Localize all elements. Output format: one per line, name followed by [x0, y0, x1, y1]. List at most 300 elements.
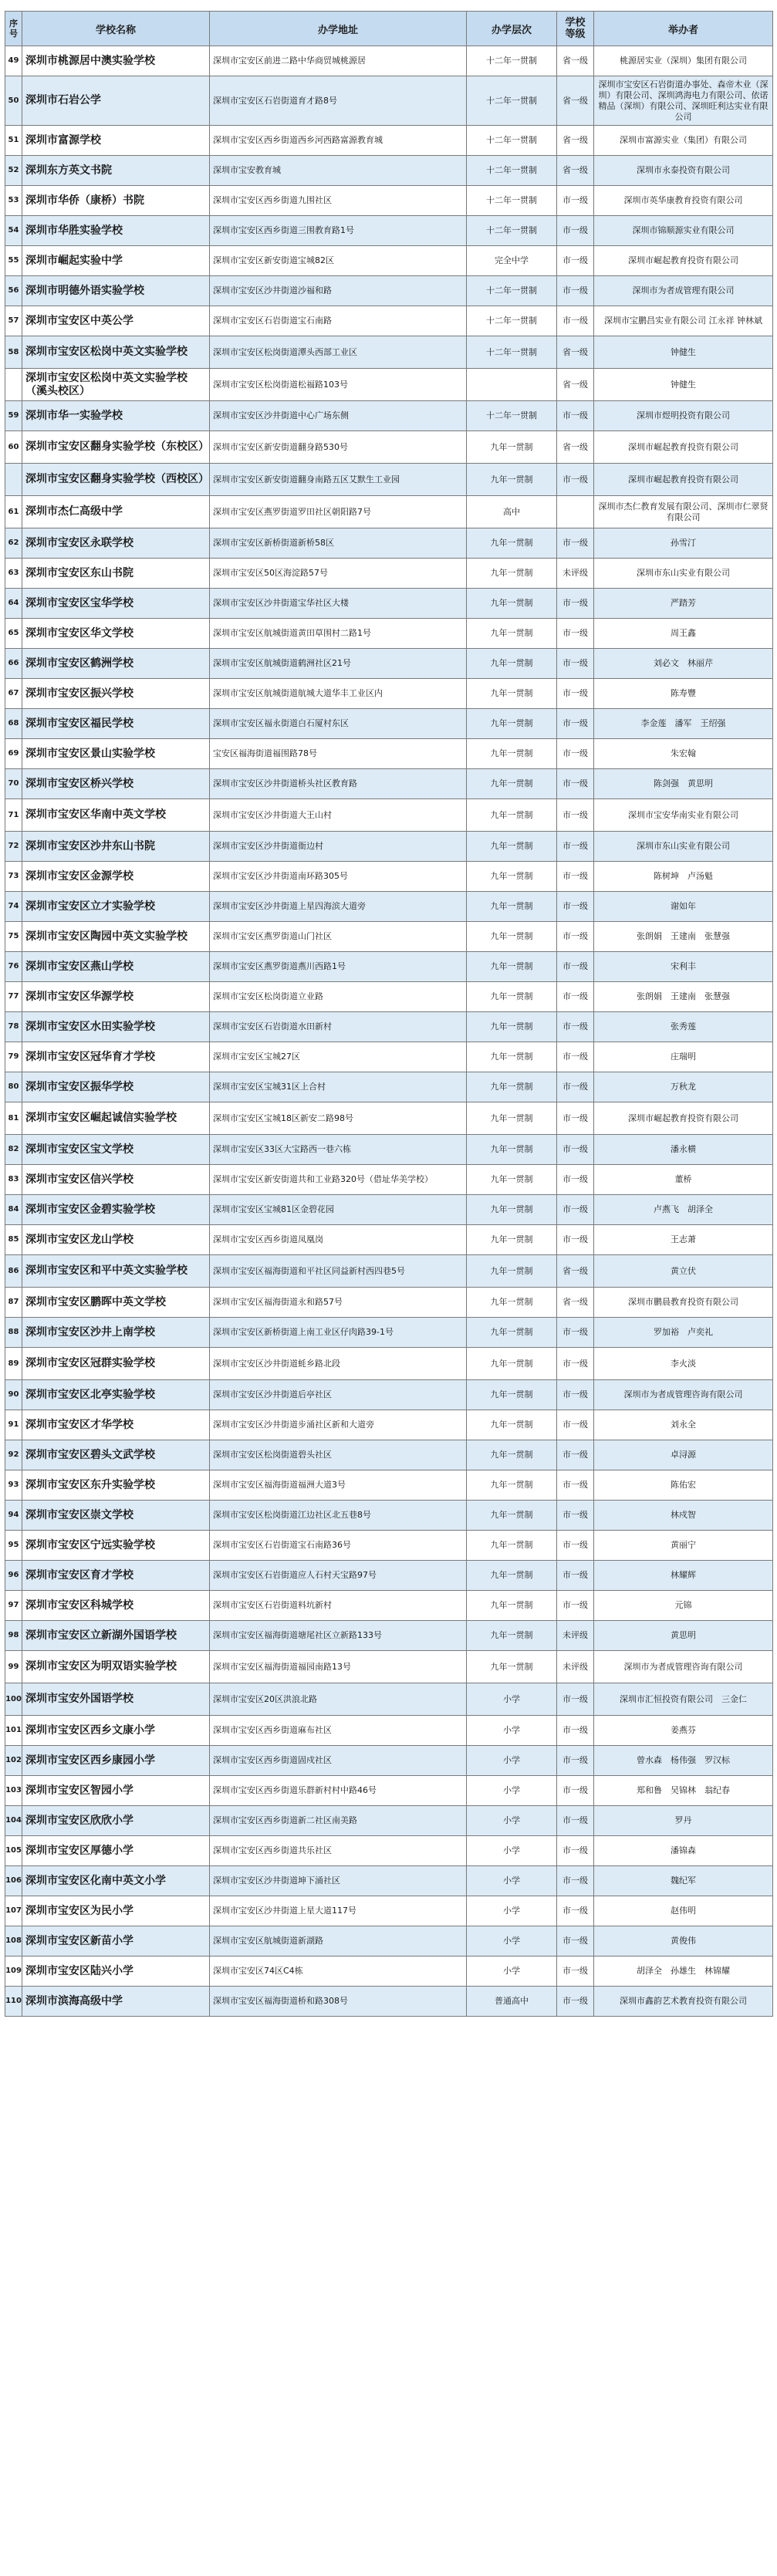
table-row [5, 1591, 773, 1621]
row-number: 104 [5, 1806, 22, 1836]
school-organizer: 姜燕芬 [594, 1716, 773, 1746]
table-row [5, 679, 773, 709]
school-name: 深圳市石岩公学 [22, 76, 210, 126]
table-row [5, 1288, 773, 1318]
school-address: 深圳市宝安区沙井街道上星大道117号 [210, 1896, 467, 1926]
header-row [5, 12, 773, 46]
school-grade: 市一级 [557, 246, 594, 276]
table-row [5, 1926, 773, 1956]
school-level: 十二年一贯制 [467, 186, 557, 216]
table-row [5, 1683, 773, 1716]
row-number: 98 [5, 1621, 22, 1651]
school-name: 深圳市宝安区宝文学校 [22, 1135, 210, 1165]
school-level: 九年一贯制 [467, 679, 557, 709]
row-number: 69 [5, 739, 22, 769]
table-row [5, 1866, 773, 1896]
school-organizer: 深圳市崛起教育投资有限公司 [594, 464, 773, 496]
school-organizer: 深圳市宝鹏昌实业有限公司 江永祥 钟林斌 [594, 306, 773, 336]
school-organizer: 卢燕飞 胡泽全 [594, 1195, 773, 1225]
school-grade: 市一级 [557, 306, 594, 336]
table-row [5, 496, 773, 528]
school-level: 小学 [467, 1896, 557, 1926]
school-organizer: 深圳市为者成管理有限公司 [594, 276, 773, 306]
school-grade: 市一级 [557, 739, 594, 769]
table-row [5, 1165, 773, 1195]
school-address: 深圳市宝安区航城街道鹤洲社区21号 [210, 649, 467, 679]
school-level: 九年一贯制 [467, 1651, 557, 1683]
table-row [5, 336, 773, 369]
school-address: 深圳市宝安区沙井街道步涌社区新和大道旁 [210, 1410, 467, 1440]
school-level: 九年一贯制 [467, 649, 557, 679]
school-organizer: 宋利丰 [594, 952, 773, 982]
table-row [5, 216, 773, 246]
school-grade: 市一级 [557, 401, 594, 431]
row-number: 87 [5, 1288, 22, 1318]
school-organizer: 潘永横 [594, 1135, 773, 1165]
school-address: 深圳市宝安区福海街道塘尾社区立新路133号 [210, 1621, 467, 1651]
school-organizer: 陈树坤 卢汤魁 [594, 862, 773, 892]
table-row [5, 1042, 773, 1072]
school-address: 深圳市宝安区新桥街道新桥58区 [210, 528, 467, 559]
school-organizer: 深圳市崛起教育投资有限公司 [594, 431, 773, 464]
school-level: 九年一贯制 [467, 1012, 557, 1042]
school-level: 九年一贯制 [467, 619, 557, 649]
school-level: 九年一贯制 [467, 1195, 557, 1225]
row-number [5, 464, 22, 496]
school-organizer: 黄俊伟 [594, 1926, 773, 1956]
table-row [5, 649, 773, 679]
table-row [5, 464, 773, 496]
school-organizer: 黄思明 [594, 1621, 773, 1651]
school-organizer: 罗加裕 卢奕礼 [594, 1318, 773, 1348]
table-row [5, 1716, 773, 1746]
school-address: 深圳市宝安区松岗街道江边社区北五巷8号 [210, 1501, 467, 1531]
school-organizer: 元锦 [594, 1591, 773, 1621]
school-level: 小学 [467, 1683, 557, 1716]
school-name: 深圳市宝安区永联学校 [22, 528, 210, 559]
school-grade: 省一级 [557, 1255, 594, 1288]
school-grade: 省一级 [557, 336, 594, 369]
school-level: 小学 [467, 1806, 557, 1836]
school-grade: 市一级 [557, 922, 594, 952]
school-name: 深圳市宝安区燕山学校 [22, 952, 210, 982]
school-organizer: 林戍智 [594, 1501, 773, 1531]
school-organizer: 朱宏翰 [594, 739, 773, 769]
school-name: 深圳市宝安区华南中英文学校 [22, 799, 210, 832]
school-name: 深圳市宝安区华文学校 [22, 619, 210, 649]
header-name: 学校名称 [22, 12, 210, 46]
row-number: 110 [5, 1987, 22, 2017]
table-row [5, 892, 773, 922]
school-grade: 省一级 [557, 76, 594, 126]
row-number: 59 [5, 401, 22, 431]
school-grade: 未评级 [557, 1651, 594, 1683]
school-name: 深圳市宝安区宝华学校 [22, 589, 210, 619]
school-grade: 市一级 [557, 1410, 594, 1440]
school-grade: 省一级 [557, 126, 594, 156]
row-number: 91 [5, 1410, 22, 1440]
table-row [5, 46, 773, 76]
school-grade: 市一级 [557, 1836, 594, 1866]
school-name: 深圳市宝安区育才学校 [22, 1561, 210, 1591]
school-address: 深圳市宝安区沙井街道中心广场东侧 [210, 401, 467, 431]
school-grade: 市一级 [557, 186, 594, 216]
school-level: 九年一贯制 [467, 1410, 557, 1440]
school-organizer: 董桥 [594, 1165, 773, 1195]
school-organizer: 庄瑞明 [594, 1042, 773, 1072]
school-address: 深圳市宝安区航城街道新湖路 [210, 1926, 467, 1956]
school-organizer: 深圳市为者成管理咨询有限公司 [594, 1380, 773, 1410]
school-level: 九年一贯制 [467, 1318, 557, 1348]
school-name: 深圳市宝安区新苗小学 [22, 1926, 210, 1956]
school-address: 深圳市宝安区松岗街道碧头社区 [210, 1440, 467, 1470]
table-row [5, 1195, 773, 1225]
school-level: 九年一贯制 [467, 589, 557, 619]
row-number: 84 [5, 1195, 22, 1225]
table-row [5, 369, 773, 401]
row-number: 56 [5, 276, 22, 306]
row-number: 96 [5, 1561, 22, 1591]
school-level: 九年一贯制 [467, 1380, 557, 1410]
school-level: 普通高中 [467, 1987, 557, 2017]
school-name: 深圳市宝安区立才实验学校 [22, 892, 210, 922]
table-row [5, 769, 773, 799]
school-address: 深圳市宝安教育城 [210, 156, 467, 186]
school-level: 九年一贯制 [467, 1072, 557, 1102]
school-level: 九年一贯制 [467, 1440, 557, 1470]
school-grade: 市一级 [557, 528, 594, 559]
school-address: 深圳市宝安区燕罗街道燕川西路1号 [210, 952, 467, 982]
school-level: 九年一贯制 [467, 1470, 557, 1501]
school-level: 九年一贯制 [467, 1165, 557, 1195]
school-name: 深圳市宝安区金源学校 [22, 862, 210, 892]
school-level: 十二年一贯制 [467, 276, 557, 306]
school-name: 深圳市崛起实验中学 [22, 246, 210, 276]
school-organizer: 深圳市杰仁教育发展有限公司、深圳市仁翠贤有限公司 [594, 496, 773, 528]
school-level: 九年一贯制 [467, 1135, 557, 1165]
table-row [5, 589, 773, 619]
school-name: 深圳市宝安区信兴学校 [22, 1165, 210, 1195]
school-organizer: 李金莲 潘军 王绍强 [594, 709, 773, 739]
school-address: 深圳市宝安区新桥街道上南工业区仔肉路39-1号 [210, 1318, 467, 1348]
row-number: 92 [5, 1440, 22, 1470]
school-organizer: 万秋龙 [594, 1072, 773, 1102]
school-address: 深圳市宝安区沙井街道南环路305号 [210, 862, 467, 892]
school-grade: 市一级 [557, 1225, 594, 1255]
school-address: 宝安区福海街道福围路78号 [210, 739, 467, 769]
school-grade: 市一级 [557, 1683, 594, 1716]
school-address: 深圳市宝安区松岗街道立业路 [210, 982, 467, 1012]
school-address: 深圳市宝安区西乡街道麻布社区 [210, 1716, 467, 1746]
school-level: 十二年一贯制 [467, 156, 557, 186]
school-address: 深圳市宝安区西乡街道乐群新村村中路46号 [210, 1776, 467, 1806]
row-number: 61 [5, 496, 22, 528]
table-row [5, 431, 773, 464]
school-name: 深圳市宝安区西乡文康小学 [22, 1716, 210, 1746]
table-row [5, 1380, 773, 1410]
school-grade: 市一级 [557, 709, 594, 739]
row-number: 53 [5, 186, 22, 216]
row-number: 74 [5, 892, 22, 922]
school-grade: 市一级 [557, 1440, 594, 1470]
school-level: 高中 [467, 496, 557, 528]
school-grade: 市一级 [557, 1102, 594, 1135]
school-name: 深圳市宝安区北亭实验学校 [22, 1380, 210, 1410]
table-row [5, 1776, 773, 1806]
school-organizer: 卓浔源 [594, 1440, 773, 1470]
school-grade: 市一级 [557, 216, 594, 246]
school-grade: 市一级 [557, 1348, 594, 1380]
school-address: 深圳市宝安区新安街道翻身路530号 [210, 431, 467, 464]
school-address: 深圳市宝安区燕罗街道罗田社区朝阳路7号 [210, 496, 467, 528]
school-name: 深圳市滨海高级中学 [22, 1987, 210, 2017]
row-number: 57 [5, 306, 22, 336]
header-address: 办学地址 [210, 12, 467, 46]
school-level: 九年一贯制 [467, 982, 557, 1012]
school-grade: 市一级 [557, 1591, 594, 1621]
school-name: 深圳市宝安区龙山学校 [22, 1225, 210, 1255]
school-address: 深圳市宝安区新安街道宝城82区 [210, 246, 467, 276]
school-level: 九年一贯制 [467, 1531, 557, 1561]
school-level: 九年一贯制 [467, 952, 557, 982]
school-grade: 市一级 [557, 1012, 594, 1042]
school-address: 深圳市宝安区福永街道白石厦村东区 [210, 709, 467, 739]
table-row [5, 276, 773, 306]
row-number: 85 [5, 1225, 22, 1255]
school-organizer: 周王鑫 [594, 619, 773, 649]
school-organizer: 黄立伏 [594, 1255, 773, 1288]
table-row [5, 401, 773, 431]
school-organizer: 深圳市宝安区石岩街道办事处、森帝木业（深圳）有限公司、深圳鸿海电力有限公司、依诺精品（深圳）有限公司、深圳旺利达实业有限公司 [594, 76, 773, 126]
school-address: 深圳市宝安区沙井街道沙福和路 [210, 276, 467, 306]
school-grade: 市一级 [557, 1501, 594, 1531]
row-number: 67 [5, 679, 22, 709]
school-level: 小学 [467, 1776, 557, 1806]
school-level: 小学 [467, 1716, 557, 1746]
row-number: 103 [5, 1776, 22, 1806]
school-address: 深圳市宝安区西乡街道新二社区南美路 [210, 1806, 467, 1836]
table-row [5, 982, 773, 1012]
school-grade: 市一级 [557, 679, 594, 709]
row-number: 88 [5, 1318, 22, 1348]
row-number: 79 [5, 1042, 22, 1072]
school-level: 九年一贯制 [467, 1255, 557, 1288]
row-number: 62 [5, 528, 22, 559]
table-row [5, 1072, 773, 1102]
school-level: 完全中学 [467, 246, 557, 276]
school-level: 小学 [467, 1956, 557, 1987]
school-name: 深圳东方英文书院 [22, 156, 210, 186]
school-address: 深圳市宝安区西乡街道三围教育路1号 [210, 216, 467, 246]
school-level: 十二年一贯制 [467, 76, 557, 126]
row-number: 83 [5, 1165, 22, 1195]
school-level: 九年一贯制 [467, 431, 557, 464]
header-level: 办学层次 [467, 12, 557, 46]
school-table [5, 11, 773, 2017]
school-organizer: 潘锦森 [594, 1836, 773, 1866]
school-level: 九年一贯制 [467, 892, 557, 922]
school-name: 深圳市宝安区崛起诚信实验学校 [22, 1102, 210, 1135]
table-row [5, 1746, 773, 1776]
table-row [5, 126, 773, 156]
school-grade: 市一级 [557, 1470, 594, 1501]
school-address: 深圳市宝安区前进二路中华商贸城桃源居 [210, 46, 467, 76]
table-body [5, 46, 773, 2017]
table-row [5, 952, 773, 982]
school-organizer: 深圳市鑫韵艺术教育投资有限公司 [594, 1987, 773, 2017]
row-number: 82 [5, 1135, 22, 1165]
school-level: 九年一贯制 [467, 1042, 557, 1072]
school-grade: 省一级 [557, 1288, 594, 1318]
row-number: 52 [5, 156, 22, 186]
school-organizer: 深圳市东山实业有限公司 [594, 832, 773, 862]
school-grade: 市一级 [557, 1987, 594, 2017]
school-address: 深圳市宝安区福海街道福园南路13号 [210, 1651, 467, 1683]
school-name: 深圳市宝安区振兴学校 [22, 679, 210, 709]
row-number: 77 [5, 982, 22, 1012]
school-address: 深圳市宝安区松岗街道松福路103号 [210, 369, 467, 401]
school-organizer: 王志萧 [594, 1225, 773, 1255]
school-address: 深圳市宝安区宝城81区金碧花园 [210, 1195, 467, 1225]
table-row [5, 1410, 773, 1440]
school-address: 深圳市宝安区沙井街道蚝乡路北段 [210, 1348, 467, 1380]
school-grade: 市一级 [557, 1956, 594, 1987]
school-address: 深圳市宝安区沙井街道宝华社区大楼 [210, 589, 467, 619]
school-address: 深圳市宝安区74区C4栋 [210, 1956, 467, 1987]
school-address: 深圳市宝安区新安街道翻身南路五区艾默生工业园 [210, 464, 467, 496]
table-row [5, 619, 773, 649]
school-level: 九年一贯制 [467, 922, 557, 952]
table-row [5, 76, 773, 126]
school-level [467, 369, 557, 401]
school-grade: 市一级 [557, 1195, 594, 1225]
school-name: 深圳市宝安区冠华育才学校 [22, 1042, 210, 1072]
school-address: 深圳市宝安区石岩街道应人石村天宝路97号 [210, 1561, 467, 1591]
row-number: 63 [5, 559, 22, 589]
row-number: 55 [5, 246, 22, 276]
school-address: 深圳市宝安区宝城27区 [210, 1042, 467, 1072]
school-address: 深圳市宝安区宝城18区新安二路98号 [210, 1102, 467, 1135]
school-level: 九年一贯制 [467, 1288, 557, 1318]
school-grade: 市一级 [557, 1776, 594, 1806]
school-name: 深圳市宝安区东山书院 [22, 559, 210, 589]
school-name: 深圳市宝安外国语学校 [22, 1683, 210, 1716]
row-number: 94 [5, 1501, 22, 1531]
school-grade: 市一级 [557, 1561, 594, 1591]
school-address: 深圳市宝安区石岩街道水田新村 [210, 1012, 467, 1042]
table-row [5, 1440, 773, 1470]
school-name: 深圳市桃源居中澳实验学校 [22, 46, 210, 76]
table-row [5, 1470, 773, 1501]
row-number: 80 [5, 1072, 22, 1102]
school-organizer: 深圳市英华康教育投资有限公司 [594, 186, 773, 216]
row-number: 70 [5, 769, 22, 799]
school-level: 九年一贯制 [467, 832, 557, 862]
row-number: 106 [5, 1866, 22, 1896]
school-organizer: 深圳市富源实业（集团）有限公司 [594, 126, 773, 156]
school-organizer: 深圳市煜明投资有限公司 [594, 401, 773, 431]
school-name: 深圳市宝安区为民小学 [22, 1896, 210, 1926]
school-name: 深圳市宝安区欣欣小学 [22, 1806, 210, 1836]
school-address: 深圳市宝安区西乡街道固戍社区 [210, 1746, 467, 1776]
row-number: 81 [5, 1102, 22, 1135]
school-name: 深圳市宝安区科城学校 [22, 1591, 210, 1621]
school-grade: 市一级 [557, 1380, 594, 1410]
school-grade: 市一级 [557, 464, 594, 496]
table-row [5, 862, 773, 892]
header-org: 举办者 [594, 12, 773, 46]
row-number: 107 [5, 1896, 22, 1926]
school-name: 深圳市宝安区华源学校 [22, 982, 210, 1012]
school-name: 深圳市宝安区厚德小学 [22, 1836, 210, 1866]
row-number: 101 [5, 1716, 22, 1746]
school-grade: 省一级 [557, 156, 594, 186]
row-number: 54 [5, 216, 22, 246]
school-organizer: 赵伟明 [594, 1896, 773, 1926]
school-name: 深圳市明德外语实验学校 [22, 276, 210, 306]
school-organizer: 陈佑宏 [594, 1470, 773, 1501]
table-row [5, 1318, 773, 1348]
school-address: 深圳市宝安区沙井街道大王山村 [210, 799, 467, 832]
school-organizer: 深圳市宝安华南实业有限公司 [594, 799, 773, 832]
table-row [5, 1531, 773, 1561]
school-address: 深圳市宝安区航城街道航城大道华丰工业区内 [210, 679, 467, 709]
school-address: 深圳市宝安区33区大宝路西一巷六栋 [210, 1135, 467, 1165]
table-row [5, 1561, 773, 1591]
school-organizer: 曾水森 杨伟强 罗汉标 [594, 1746, 773, 1776]
row-number: 100 [5, 1683, 22, 1716]
table-row [5, 1501, 773, 1531]
row-number: 72 [5, 832, 22, 862]
school-address: 深圳市宝安区沙井街道后亭社区 [210, 1380, 467, 1410]
school-name: 深圳市宝安区鹏晖中英文学校 [22, 1288, 210, 1318]
table-row [5, 1806, 773, 1836]
table-row [5, 739, 773, 769]
table-row [5, 709, 773, 739]
school-name: 深圳市宝安区立新湖外国语学校 [22, 1621, 210, 1651]
row-number: 73 [5, 862, 22, 892]
row-number: 75 [5, 922, 22, 952]
school-organizer: 刘永全 [594, 1410, 773, 1440]
school-organizer: 魏纪军 [594, 1866, 773, 1896]
school-name: 深圳市宝安区智园小学 [22, 1776, 210, 1806]
school-level: 九年一贯制 [467, 799, 557, 832]
school-organizer: 深圳市锦顺源实业有限公司 [594, 216, 773, 246]
school-organizer: 郑和鲁 吴锦林 翁纪春 [594, 1776, 773, 1806]
school-list-sheet [5, 11, 772, 2017]
school-grade: 市一级 [557, 1318, 594, 1348]
school-level: 九年一贯制 [467, 1225, 557, 1255]
school-address: 深圳市宝安区石岩街道宝石南路36号 [210, 1531, 467, 1561]
row-number: 99 [5, 1651, 22, 1683]
school-name: 深圳市宝安区崇文学校 [22, 1501, 210, 1531]
school-organizer: 黄丽宁 [594, 1531, 773, 1561]
school-grade: 市一级 [557, 1806, 594, 1836]
school-name: 深圳市宝安区水田实验学校 [22, 1012, 210, 1042]
school-name: 深圳市宝安区景山实验学校 [22, 739, 210, 769]
school-name: 深圳市华胜实验学校 [22, 216, 210, 246]
table-row [5, 1348, 773, 1380]
school-name: 深圳市宝安区陆兴小学 [22, 1956, 210, 1987]
school-level: 小学 [467, 1866, 557, 1896]
school-grade: 未评级 [557, 559, 594, 589]
row-number: 58 [5, 336, 22, 369]
row-number: 108 [5, 1926, 22, 1956]
school-address: 深圳市宝安区西乡街道凤凰岗 [210, 1225, 467, 1255]
school-address: 深圳市宝安区燕罗街道山门社区 [210, 922, 467, 952]
school-name: 深圳市宝安区冠群实验学校 [22, 1348, 210, 1380]
school-address: 深圳市宝安区石岩街道育才路8号 [210, 76, 467, 126]
